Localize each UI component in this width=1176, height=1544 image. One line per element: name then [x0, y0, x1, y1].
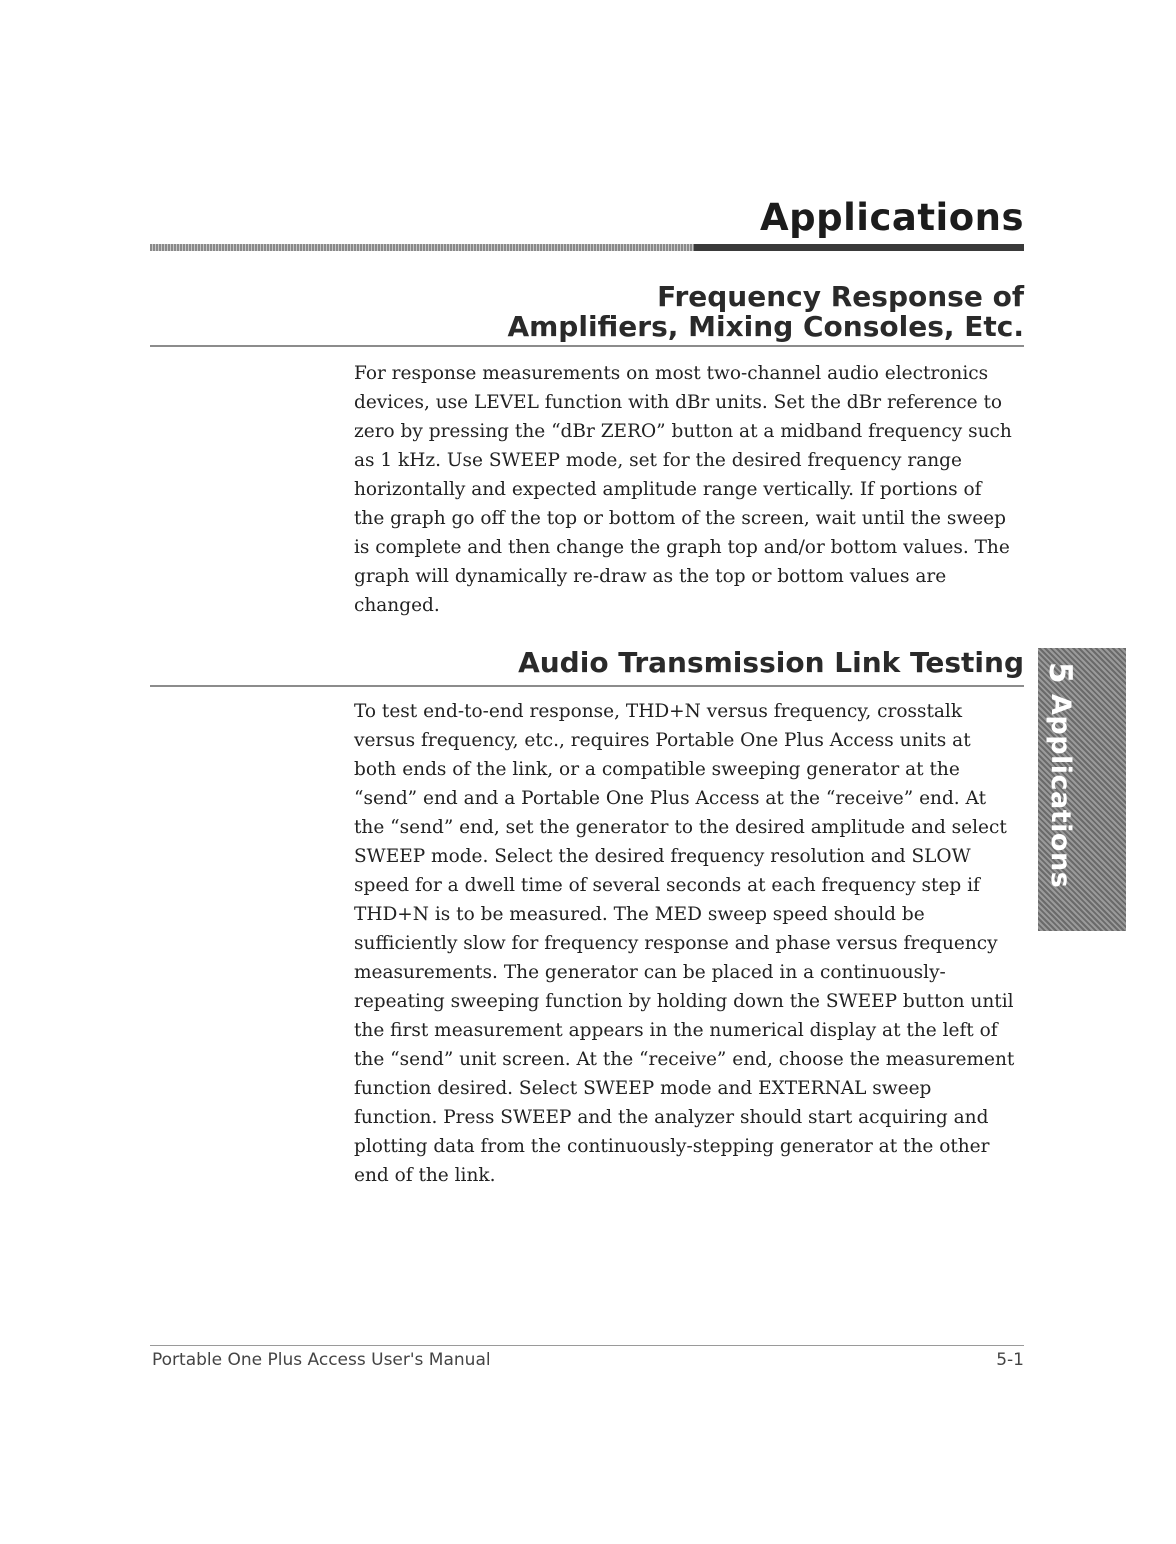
section-heading-frequency-response: [507, 282, 1024, 342]
chapter-rule: [150, 244, 1024, 251]
footer-manual-title: Portable One Plus Access User's Manual: [152, 1350, 491, 1370]
section-rule: [150, 685, 1024, 687]
chapter-side-tab: [1038, 648, 1126, 931]
chapter-title: Applications: [759, 196, 1024, 239]
section-body-link-testing: To test end-to-end response, THD+N versus frequency, crosstalk versus frequency, etc., requires Portable One Plus Access units at both ends of the link, or a compatible sweeping generator at the “send” end and a Portable One Plus Access at the “receive” end. At the “send” end, set the generator to the desired amplitude and select SWEEP mode. Select the desired frequency resolution and SLOW speed for a dwell time of several seconds at each frequency step if THD+N is to be measured. The MED sweep speed should be sufficiently slow for frequency response and phase versus frequency measurements. The generator can be placed in a continuously-repeating sweeping function by holding down the SWEEP button until the first measurement appears in the numerical display at the left of the “send” unit screen. At the “receive” end, choose the measurement function desired. Select SWEEP mode and EXTERNAL sweep function. Press SWEEP and the analyzer should start acquiring and plotting data from the continuously-stepping generator at the other end of the link.: [354, 701, 1015, 1186]
section-heading-link-testing: Audio Transmission Link Testing: [518, 646, 1024, 679]
side-tab-label: Applications: [1045, 693, 1076, 889]
section-heading-line-1: Frequency Response of: [657, 280, 1024, 313]
side-tab-text: [1042, 662, 1078, 888]
section-body-frequency-response: For response measurements on most two-channel audio electronics devices, use LEVEL function with dBr units. Set the dBr reference to zero by pressing the “dBr ZERO” button at a midband frequency such as 1 kHz. Use SWEEP mode, set for the desired frequency range horizontally and expected amplitude range vertically. If portions of the graph go off the top or bottom of the screen, wait until the sweep is complete and then change the graph top and/or bottom values. The graph will dynamically re-draw as the top or bottom values are changed.: [354, 363, 1012, 616]
footer-rule: [150, 1345, 1024, 1346]
section-rule: [150, 345, 1024, 347]
side-tab-number: 5: [1042, 662, 1078, 685]
footer-page-number: 5-1: [996, 1350, 1024, 1370]
section-heading-line-2: Amplifiers, Mixing Consoles, Etc.: [507, 310, 1024, 343]
